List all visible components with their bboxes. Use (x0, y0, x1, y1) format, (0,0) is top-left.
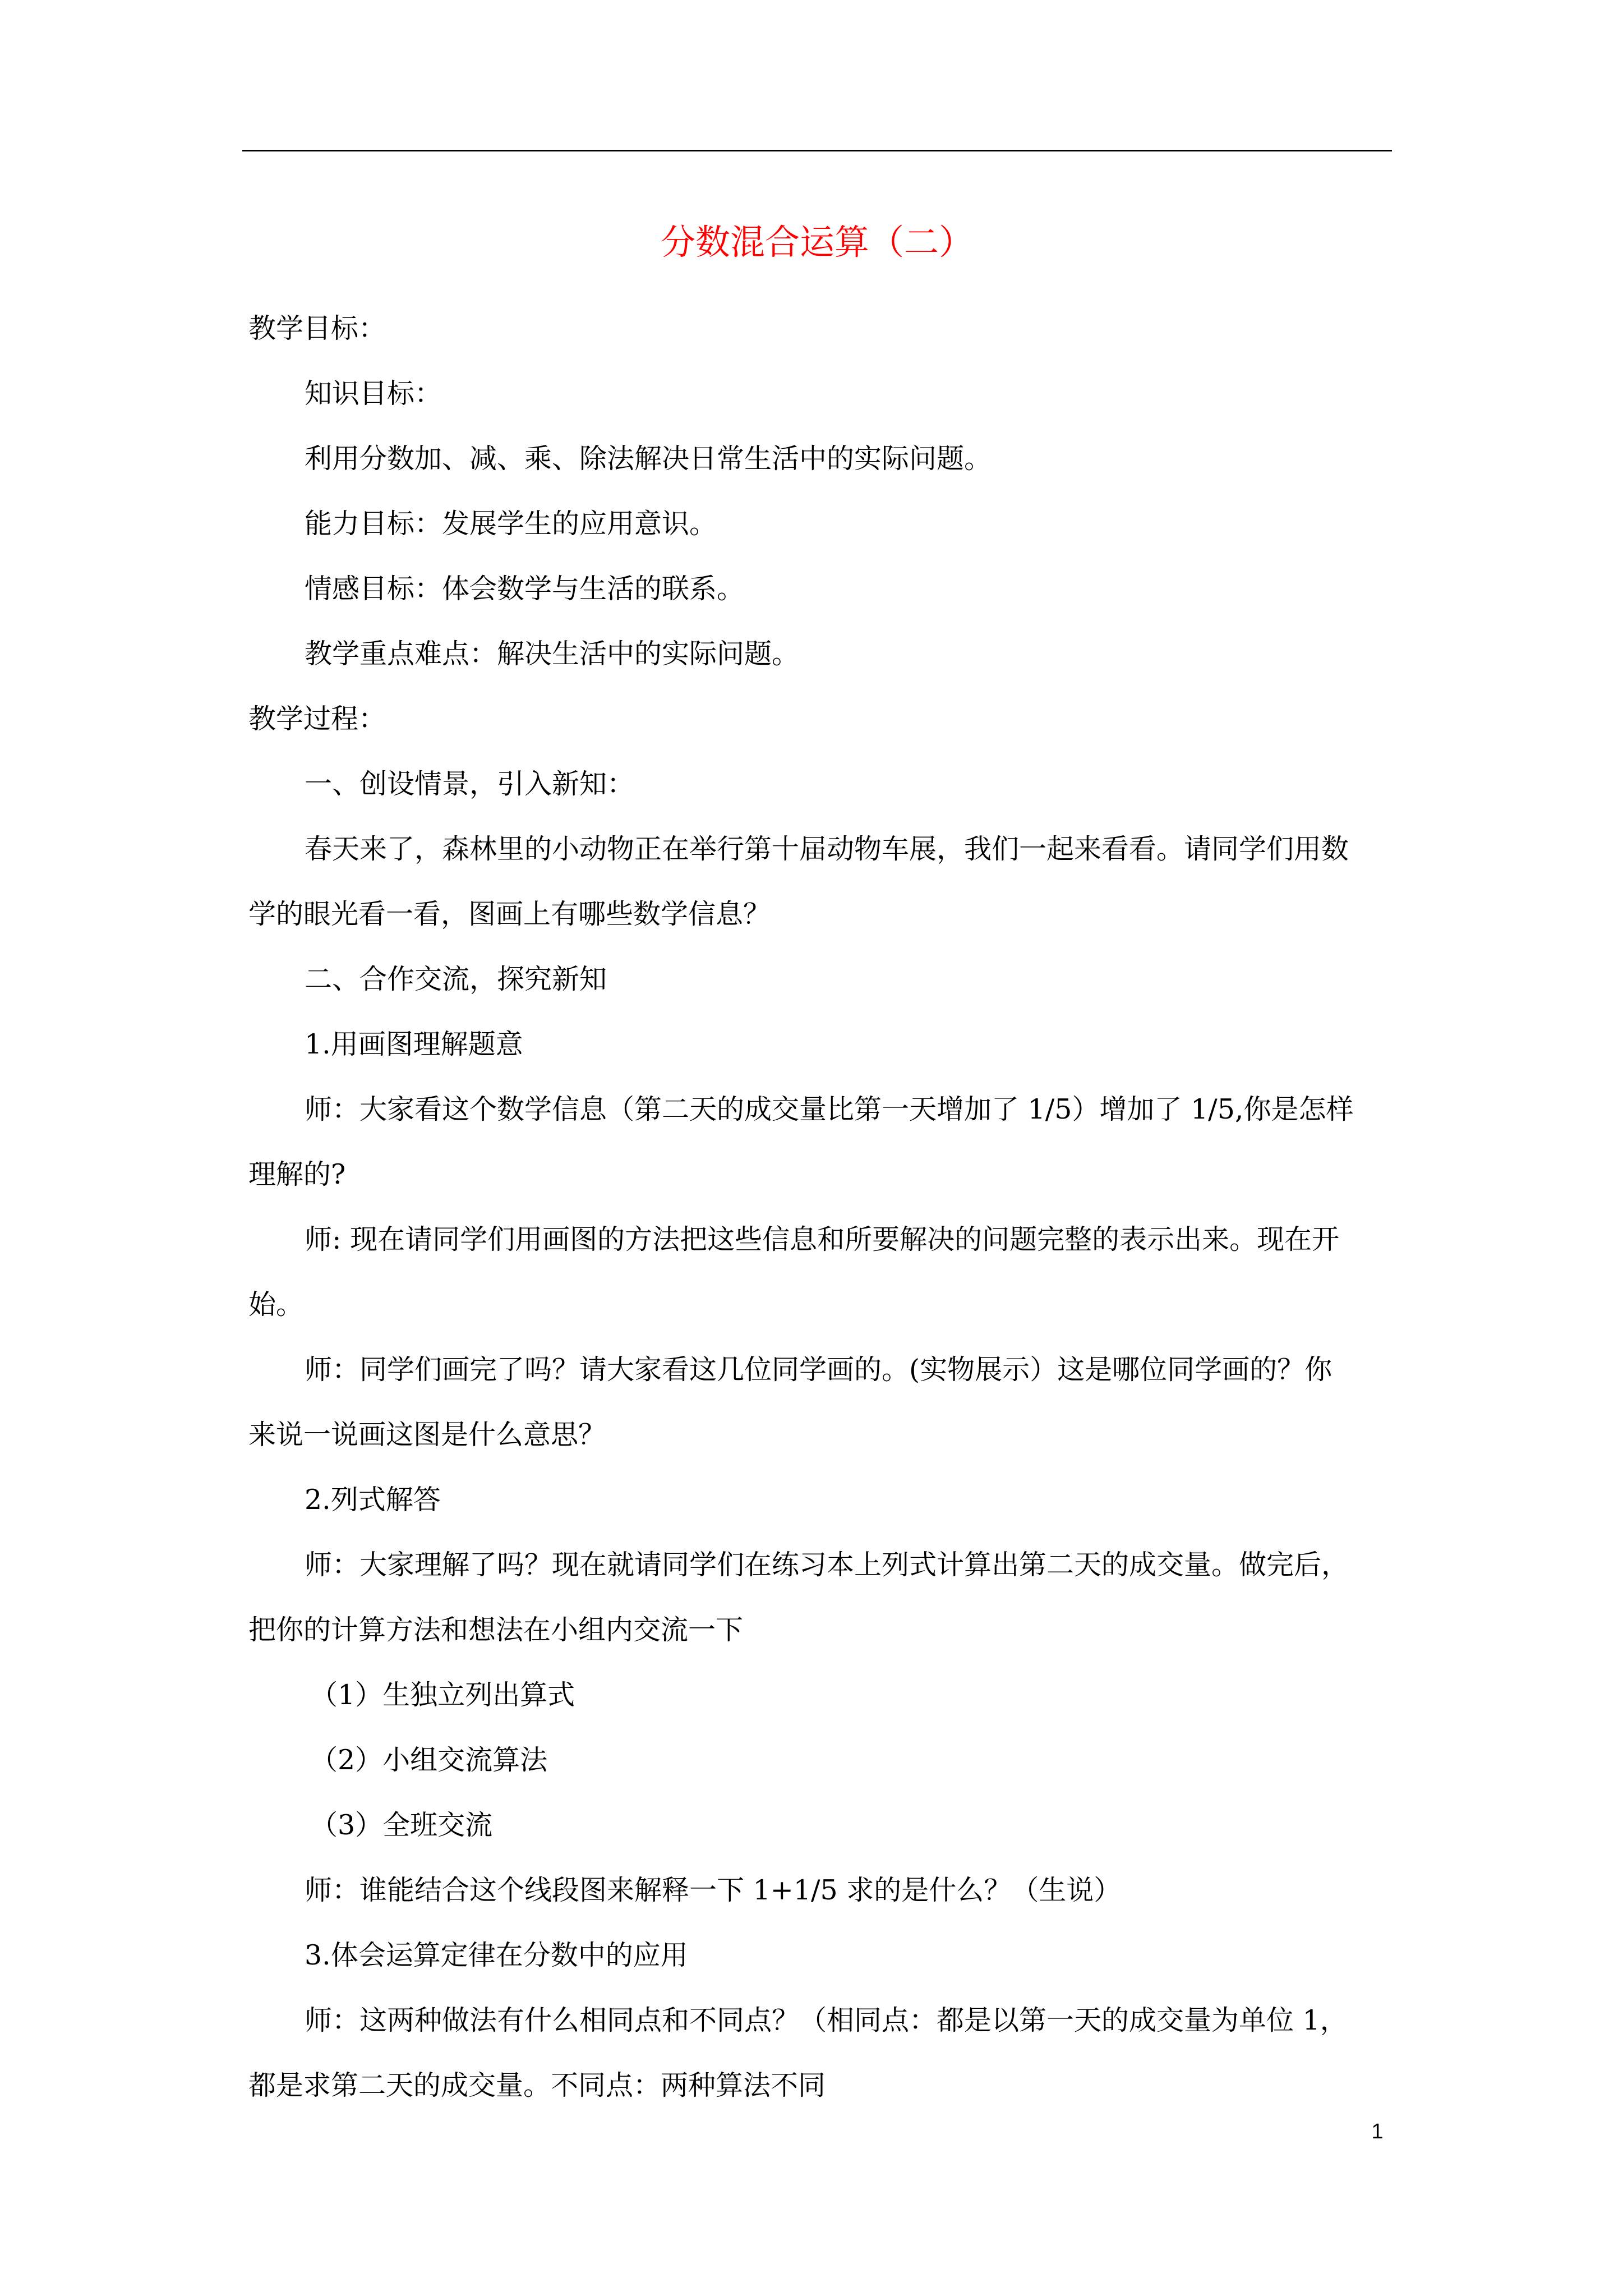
paragraph: 利用分数加、减、乘、除法解决日常生活中的实际问题。 (305, 443, 992, 475)
paragraph: 知识目标： (305, 378, 442, 409)
paragraph: 教学重点难点：解决生活中的实际问题。 (305, 638, 800, 670)
paragraph-continuation: 都是求第二天的成交量。不同点：两种算法不同 (248, 2069, 826, 2101)
paragraph: 2.列式解答 (305, 1484, 441, 1516)
list-item: （1）生独立列出算式 (310, 1679, 575, 1711)
paragraph: 师：大家看这个数学信息（第二天的成交量比第一天增加了 1/5）增加了 1/5,你是怎样 (305, 1093, 1354, 1125)
paragraph-continuation: 把你的计算方法和想法在小组内交流一下 (248, 1614, 744, 1646)
paragraph: 春天来了，森林里的小动物正在举行第十届动物车展，我们一起来看看。请同学们用数 (305, 833, 1349, 865)
list-item: （3）全班交流 (310, 1809, 493, 1841)
paragraph: 师：大家理解了吗？现在就请同学们在练习本上列式计算出第二天的成交量。做完后， (305, 1549, 1349, 1581)
list-item: （2）小组交流算法 (310, 1744, 548, 1776)
paragraph-continuation: 理解的? (248, 1158, 346, 1190)
paragraph-continuation: 来说一说画这图是什么意思？ (248, 1419, 606, 1451)
paragraph: 二、合作交流，探究新知 (305, 963, 607, 995)
paragraph: 师：同学们画完了吗？请大家看这几位同学画的。(实物展示）这是哪位同学画的？你 (305, 1354, 1332, 1386)
section-heading-process: 教学过程： (248, 703, 386, 735)
page-number: 1 (1371, 2120, 1384, 2143)
document-body (248, 296, 1393, 2118)
paragraph: 师：这两种做法有什么相同点和不同点？（相同点：都是以第一天的成交量为单位 1， (305, 2004, 1348, 2036)
section-heading-objectives: 教学目标： (248, 312, 386, 344)
paragraph: 1.用画图理解题意 (305, 1028, 523, 1060)
paragraph: 情感目标：体会数学与生活的联系。 (305, 573, 745, 605)
paragraph: 师: 现在请同学们用画图的方法把这些信息和所要解决的问题完整的表示出来。现在开 (305, 1223, 1340, 1255)
header-rule (242, 150, 1392, 151)
paragraph: 师：谁能结合这个线段图来解释一下 1+1/5 求的是什么？（生说） (305, 1874, 1122, 1906)
paragraph: 能力目标：发展学生的应用意识。 (305, 508, 717, 540)
paragraph-continuation: 始。 (248, 1289, 304, 1320)
paragraph-continuation: 学的眼光看一看，图画上有哪些数学信息？ (248, 898, 771, 930)
document-title: 分数混合运算（二） (660, 222, 974, 263)
paragraph: 一、创设情景，引入新知： (305, 768, 635, 800)
paragraph: 3.体会运算定律在分数中的应用 (305, 1939, 688, 1971)
